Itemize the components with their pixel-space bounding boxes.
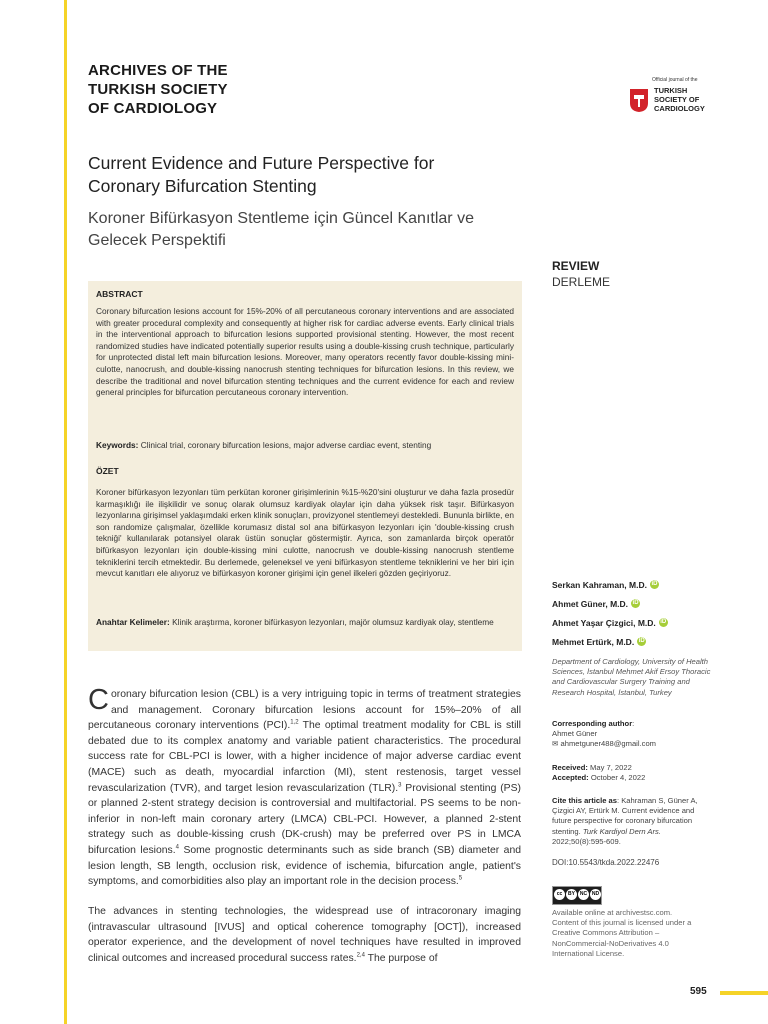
doi[interactable]: DOI:10.5543/tkda.2022.22476 — [552, 858, 660, 867]
drop-cap: C — [88, 684, 109, 716]
journal-name — [88, 61, 228, 118]
title-line: Current Evidence and Future Perspective for — [88, 153, 435, 173]
article-dates — [552, 763, 712, 783]
available-online: Available online at archivestsc.com. — [552, 908, 673, 917]
article-title-turkish — [88, 208, 474, 252]
orcid-icon[interactable]: iD — [660, 619, 667, 625]
keywords-label-tr: Anahtar Kelimeler: — [96, 617, 170, 627]
body-text: Some prognostic determinants such as side branch (SB) diameter and lesion length, SB length, occlusion risk, evidence of ischemia, bifurcation angle, patient's symptoms, and comorbidities also play an important role in the decision process. — [88, 844, 521, 888]
abstract-text: Coronary bifurcation lesions account for 15%-20% of all percutaneous coronary interventions and are associated with greater procedural complexity and consequently at higher risk for cardiac adverse events. Early clinical trials in the interventional approach to bifurcation lesions supported provisional stenting. However, the most recent randomized studies have indicated potentially superior results using a double-kissing crush technique, particularly for unprotected distal left main bifurcation lesions. Moreover, many operators recently favor double-kissing mini-culotte, nanocrush, and double-kissing nanocrush stenting techniques for bifurcation lesions. In this review, we describe the traditional and novel bifurcation stenting techniques and the current evidence for each and review general principles for bifurcation percutaneous coronary intervention. — [96, 306, 514, 398]
corresponding-author: Corresponding author: Ahmet Güner ✉ ahmetguner488@gmail.com — [552, 719, 712, 750]
abstract-keywords — [96, 440, 514, 452]
body-text: The advances in stenting technologies, the widespread use of intracoronary imaging (intravascular ultrasound [IVUS] and optical coherence tomography [OCT]), increased operator experience, and the development of novel techniques have resulted in improved clinical outcomes and increased procedural success rates. — [88, 906, 521, 964]
mail-icon: ✉ — [552, 739, 559, 749]
corresponding-name: Ahmet Güner — [552, 729, 598, 739]
ozet-keywords — [96, 617, 514, 629]
cite-journal: Turk Kardiyol Dern Ars. — [582, 826, 661, 836]
logo-line: CARDIOLOGY — [654, 104, 705, 113]
received-label: Received: — [552, 763, 588, 772]
citation-ref[interactable]: 5 — [458, 875, 463, 882]
article-type-tr: DERLEME — [552, 275, 611, 289]
subtitle-line: Gelecek Perspektifi — [88, 232, 226, 249]
article-title — [88, 152, 434, 198]
body-text: The purpose of — [364, 952, 438, 964]
cc-icon: cc — [554, 889, 565, 900]
nd-icon: ND — [590, 889, 601, 900]
body-paragraph-1 — [88, 684, 521, 890]
keywords-text-tr: Klinik araştırma, koroner bifürkasyon lezyonları, majör olumsuz kardiyak olay, stentleme — [172, 617, 494, 627]
logo-official-text: Official journal of the — [652, 77, 698, 83]
author — [552, 632, 668, 651]
author-name: Ahmet Güner, M.D. — [552, 598, 629, 609]
ozet-text: Koroner bifürkasyon lezyonları tüm perkütan koroner girişimlerinin %15-%20'sini oluşturur ve daha fazla prosedür karmaşıklığı ile ilişkilidir ve sonuç olarak olumsuz kardiyak olaylar için daha yüksek risk taşır. Bifürkasyon lezyonlarına girişimsel yaklaşımdaki erken klinik sonuçları, provizyonel stentlemeyi destekledi. Bununla birlikte, en son randomize çalışmalar, özellikle korumasız distal sol ana bifürkasyon lezyonları için 'double-kissing crush tekniği' kullanılarak potansiyel olarak üstün sonuçlar göstermiştir. Ayrıca, son zamanlarda birçok operatör bifürkasyon lezyonları için double-kissing mini culotte, nanocrush ve double-kissing nanocrush stentleme tekniklerini tercih etmektedir. Bu derlemede, geleneksel ve yeni bifürkasyon stentleme tekniklerini ve her biri için mevcut kanıtları ele alıyoruz ve bifürkasyon koroner girişimi için genel ilkeleri gözden geçiriyoruz. — [96, 487, 514, 579]
received-date: May 7, 2022 — [590, 763, 632, 772]
society-logo — [628, 77, 728, 119]
author — [552, 575, 668, 594]
cite-label: Cite this article as — [552, 796, 617, 805]
corresponding-email[interactable]: ahmetguner488@gmail.com — [560, 739, 657, 749]
logo-text — [654, 86, 705, 113]
journal-name-line: OF CARDIOLOGY — [88, 100, 218, 117]
ozet-heading: ÖZET — [96, 466, 119, 476]
article-type — [552, 259, 610, 289]
license-statement: Content of this journal is licensed under a Creative Commons Attribution – NonCommercial-NoDerivatives 4.0 International License. — [552, 918, 692, 958]
page-number: 595 — [690, 986, 707, 997]
article-type-en: REVIEW — [552, 259, 600, 273]
nc-icon: NC — [578, 889, 589, 900]
body-text: oronary bifurcation lesion (CBL) is a very intriguing topic in terms of treatment strategies and management. Coronary bifurcation lesions account for 15%–20% of all percutaneous coronary interventions (PCI). — [88, 689, 521, 732]
cite-ref: 2022;50(8):595-609. — [552, 836, 621, 846]
citation-ref[interactable]: 4 — [175, 844, 179, 851]
affiliation: Department of Cardiology, University of Health Sciences, İstanbul Mehmet Akif Ersoy Thoracic and Cardiovascular Surgery Training and Research Hospital, İstanbul, Turkey — [552, 657, 711, 697]
body-text: Provisional stenting (PS) or planned 2-stent strategy decision is controversial and multifactorial. PS seems to be non-inferior in non-left main coronary artery (LMCA) CBL-PCI. However, a planned 2-stent strategy such as double-kissing crush (DK-crush) may be preferred over PS in LMCA bifurcation lesions. — [88, 782, 521, 856]
journal-name-line: ARCHIVES OF THE — [88, 62, 228, 79]
author-name: Serkan Kahraman, M.D. — [552, 579, 647, 590]
orcid-icon[interactable]: iD — [632, 600, 639, 606]
citation-ref[interactable]: 1,2 — [290, 719, 299, 726]
keywords-label: Keywords: — [96, 440, 139, 450]
journal-name-line: TURKISH SOCIETY — [88, 81, 228, 98]
title-line: Coronary Bifurcation Stenting — [88, 176, 317, 196]
left-accent-line — [64, 0, 67, 1024]
body-text: The optimal treatment modality for CBL is still debated due to its complex anatomy and variable patient characteristics. The procedural success rate for CBL-PCI is lower, with a higher incidence of major adverse cardiac event (MACE) such as death, myocardial infarction (MI), stent restenosis, target vessel revascularization (TVR), and target lesion revascularization (TLR). — [88, 720, 521, 794]
heart-logo-icon — [628, 87, 650, 113]
page-number-bar — [720, 991, 768, 995]
accepted-date: October 4, 2022 — [590, 773, 646, 783]
citation-ref[interactable]: 2,4 — [356, 952, 365, 959]
author-name: Ahmet Yaşar Çizgici, M.D. — [552, 617, 656, 628]
abstract-heading: ABSTRACT — [96, 289, 143, 299]
author-list — [552, 575, 668, 651]
author — [552, 594, 668, 613]
author-name: Mehmet Ertürk, M.D. — [552, 636, 635, 647]
cc-license-badge[interactable] — [552, 886, 602, 905]
citation-ref[interactable]: 3 — [398, 782, 402, 789]
license-text — [552, 908, 712, 959]
by-icon: BY — [566, 889, 577, 900]
subtitle-line: Koroner Bifürkasyon Stentleme için Güncel Kanıtlar ve — [88, 210, 474, 227]
keywords-text: Clinical trial, coronary bifurcation lesions, major adverse cardiac event, stenting — [140, 440, 432, 450]
orcid-icon[interactable]: iD — [651, 581, 658, 587]
body-paragraph-2 — [88, 904, 521, 966]
cite-text: Kahraman S, Güner A, Çizgici AY, Ertürk M. Current evidence and future perspective for coronary bifurcation stenting. — [552, 796, 698, 836]
citation: Cite this article as: Kahraman S, Güner A, Çizgici AY, Ertürk M. Current evidence and future perspective for coronary bifurcation stenting. Turk Kardiyol Dern Ars. 2022;50(8):595-609. — [552, 796, 698, 846]
accepted-label: Accepted: — [552, 773, 589, 783]
orcid-icon[interactable]: iD — [638, 638, 645, 644]
logo-line: TURKISH — [654, 86, 688, 95]
logo-line: SOCIETY OF — [654, 95, 700, 104]
author — [552, 613, 668, 632]
corresponding-label: Corresponding author — [552, 719, 633, 728]
